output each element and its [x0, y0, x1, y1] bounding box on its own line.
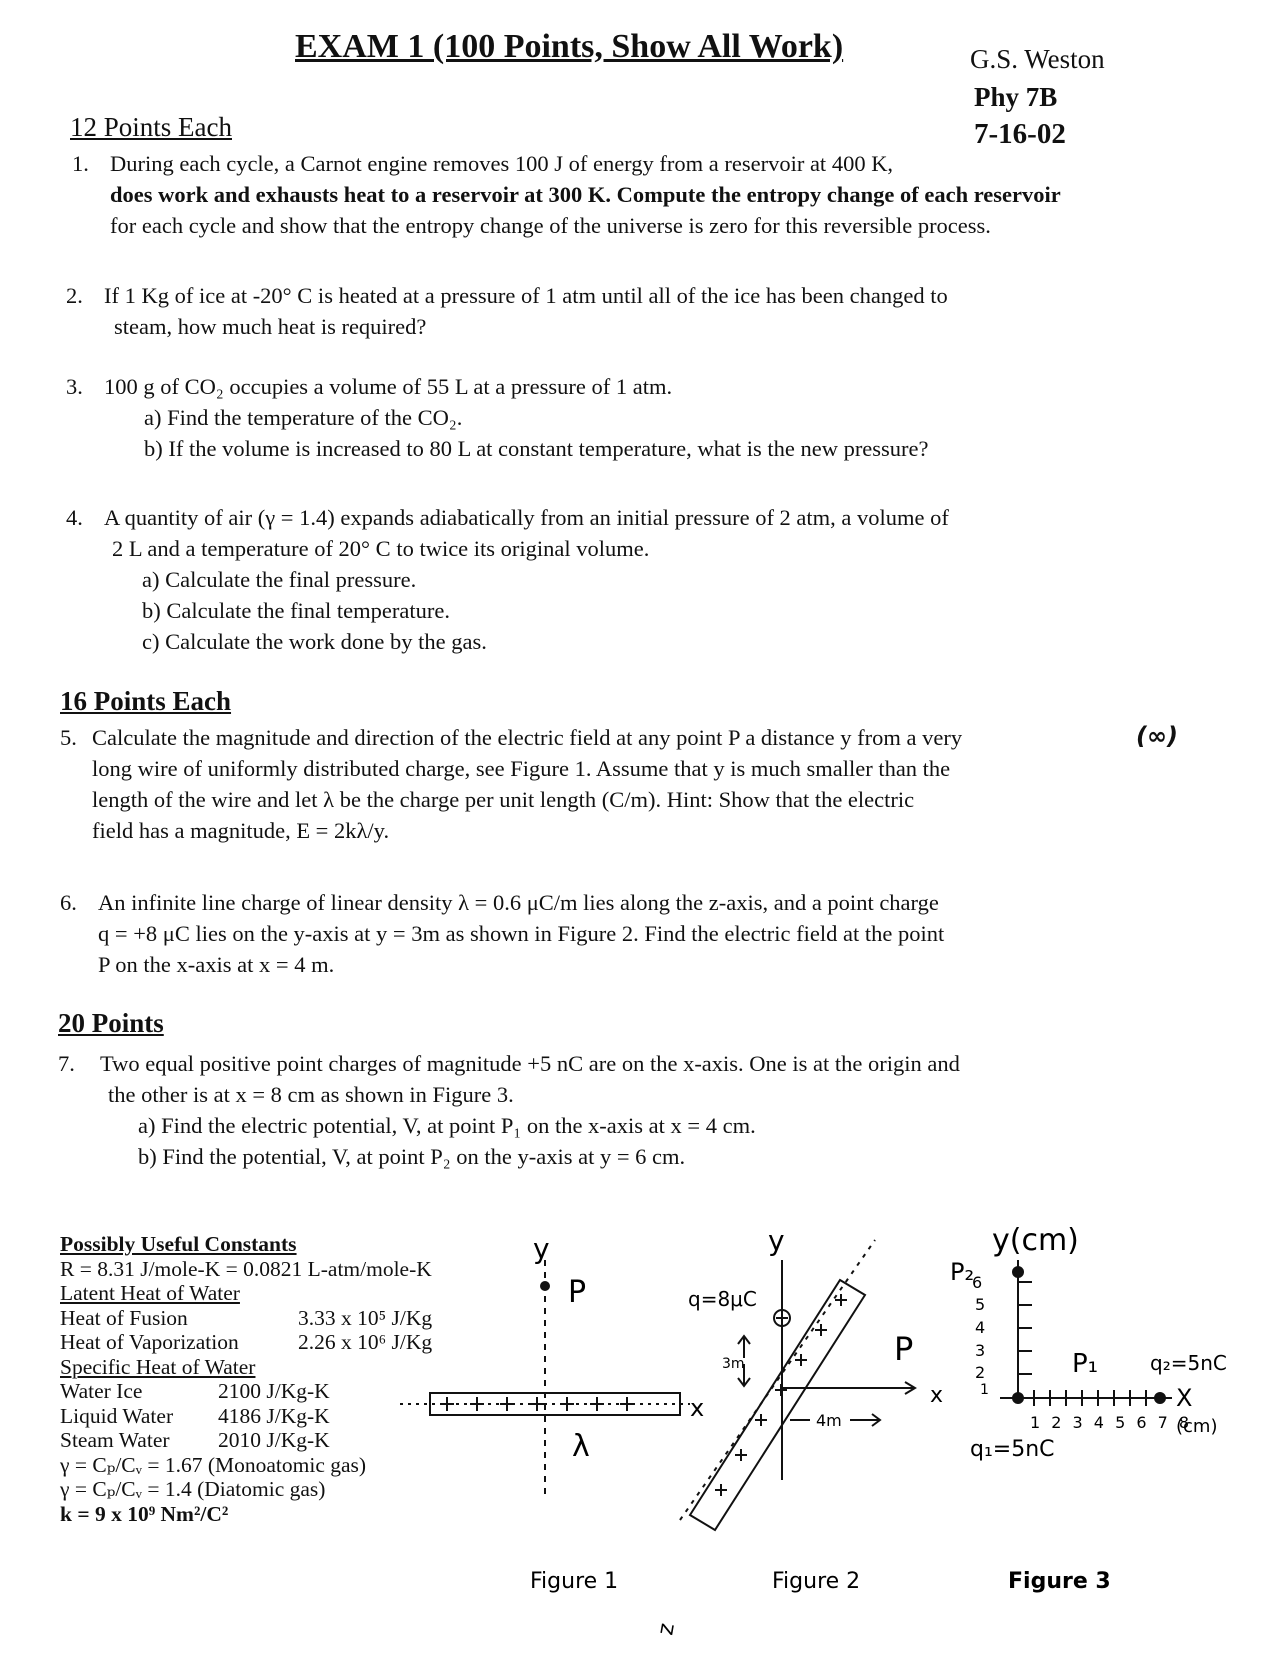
fig3-p1-label: P₁: [1072, 1349, 1099, 1379]
specific-heat-row: Steam Water 2010 J/Kg-K: [60, 1428, 330, 1452]
constants-title: Possibly Useful Constants: [60, 1232, 297, 1256]
fig3-x-ticks-label: 1 2 3 4 5 6 7 8: [1030, 1413, 1193, 1432]
question-part: c) Calculate the work done by the gas.: [142, 629, 487, 654]
fig3-point-p2: [1013, 1267, 1023, 1277]
specific-heat-row: Water Ice 2100 J/Kg-K: [60, 1379, 330, 1403]
fig2-caption: Figure 2: [772, 1569, 861, 1594]
question-line: the other is at x = 8 cm as shown in Figure 3.: [108, 1082, 514, 1107]
fig2-q-label: q=8μC: [688, 1287, 757, 1311]
question-line: field has a magnitude, E = 2kλ/y.: [92, 818, 390, 843]
question-number: 5.: [60, 725, 77, 750]
section-heading-20-points: 20 Points: [58, 1008, 164, 1038]
question-number: 7.: [58, 1051, 75, 1076]
question-line: q = +8 μC lies on the y-axis at y = 3m as shown in Figure 2. Find the electric field at the point: [98, 921, 945, 946]
figures-area: [0, 1220, 1280, 1656]
coulomb-constant: k = 9 x 10⁹ Nm²/C²: [60, 1501, 229, 1526]
fig3-q1-label: q₁=5nC: [970, 1437, 1055, 1462]
question-line: P on the x-axis at x = 4 m.: [98, 952, 335, 977]
fig3-y-tick-4: 4: [975, 1318, 986, 1337]
question-3: [66, 371, 929, 464]
fig3-y-label: y(cm): [992, 1223, 1079, 1258]
fig1-y-label: y: [533, 1232, 550, 1265]
fig1-plus-charges: [440, 1397, 634, 1411]
infinity-annotation: (∞): [1136, 722, 1178, 750]
gamma-monoatomic: γ = Cₚ/Cᵥ = 1.67 (Monoatomic gas): [60, 1452, 367, 1477]
section-heading-12-points: 12 Points Each: [70, 112, 232, 142]
question-part: b) If the volume is increased to 80 L at constant temperature, what is the new pressure?: [144, 436, 929, 461]
fig2-z-label: z: [653, 1621, 680, 1638]
gas-constant: R = 8.31 J/mole-K = 0.0821 L-atm/mole-K: [60, 1256, 432, 1281]
fig3-y-tick-3: 3: [975, 1341, 986, 1360]
question-line: If 1 Kg of ice at -20° C is heated at a pressure of 1 atm until all of the ice has been changed to: [104, 283, 948, 308]
question-line: 100 g of CO₂ occupies a volume of 55 L at a pressure of 1 atm.: [104, 374, 673, 399]
question-line: An infinite line charge of linear density λ = 0.6 μC/m lies along the z-axis, and a point charge: [98, 890, 939, 915]
question-line: long wire of uniformly distributed charge, see Figure 1. Assume that y is much smaller than the: [92, 756, 951, 781]
latent-heat-row: Heat of Fusion 3.33 x 10⁵ J/Kg: [60, 1305, 433, 1330]
question-number: 4.: [66, 505, 83, 530]
fig2-z-axis: [680, 1240, 875, 1520]
question-6: [60, 887, 945, 980]
fig2-y-label: y: [768, 1224, 785, 1257]
question-1: [72, 148, 1061, 241]
fig3-p2-label: P₂: [950, 1258, 975, 1286]
fig3-x-label: X: [1176, 1384, 1193, 1412]
fig1-caption: Figure 1: [530, 1569, 619, 1594]
fig3-caption: Figure 3: [1008, 1569, 1111, 1594]
fig3-q2-label: q₂=5nC: [1150, 1351, 1227, 1375]
fig2-3m-arrow-up: [738, 1336, 750, 1358]
fig3-x-unit: (cm): [1176, 1416, 1218, 1437]
specific-heat-row: Liquid Water 4186 J/Kg-K: [60, 1403, 330, 1428]
question-7: [58, 1048, 960, 1172]
question-line: for each cycle and show that the entropy change of the universe is zero for this reversible process.: [110, 213, 991, 238]
question-line: Two equal positive point charges of magnitude +5 nC are on the x-axis. One is at the origin and: [100, 1051, 960, 1076]
fig3-y-tick-6: 6: [972, 1273, 983, 1292]
question-part: a) Calculate the final pressure.: [142, 567, 417, 592]
question-line: Calculate the magnitude and direction of the electric field at any point P a distance y from a very: [92, 725, 963, 750]
question-part: b) Calculate the final temperature.: [142, 598, 450, 623]
question-number: 2.: [66, 283, 83, 308]
question-line: 2 L and a temperature of 20° C to twice its original volume.: [112, 536, 650, 561]
fig2-3m-label: 3m: [722, 1356, 745, 1372]
question-line: does work and exhausts heat to a reservoir at 300 K. Compute the entropy change of each reservoir: [110, 182, 1061, 207]
question-part: a) Find the temperature of the CO₂.: [144, 405, 463, 430]
question-part: b) Find the potential, V, at point P₂ on the y-axis at y = 6 cm.: [138, 1144, 686, 1169]
question-line: A quantity of air (γ = 1.4) expands adiabatically from an initial pressure of 2 atm, a volume of: [104, 505, 949, 530]
question-line: length of the wire and let λ be the charge per unit length (C/m). Hint: Show that the electric: [92, 787, 915, 812]
author-name: G.S. Weston: [970, 44, 1105, 74]
exam-date: 7-16-02: [974, 118, 1066, 150]
fig2-p-label: P: [894, 1330, 914, 1368]
question-line: steam, how much heat is required?: [114, 314, 427, 339]
question-4: [66, 502, 949, 657]
fig1-p-label: P: [568, 1275, 587, 1310]
latent-heat-row: Heat of Vaporization 2.26 x 10⁶ J/Kg: [60, 1330, 433, 1354]
fig2-x-label: x: [930, 1383, 944, 1408]
fig3-y-tick-1: 1: [980, 1382, 989, 1398]
question-5: [60, 722, 963, 846]
fig2-4m-label: 4m: [816, 1411, 842, 1430]
latent-heat-title: Latent Heat of Water: [60, 1281, 240, 1305]
exam-title: EXAM 1 (100 Points, Show All Work): [295, 28, 844, 65]
fig3-y-tick-5: 5: [975, 1295, 986, 1314]
specific-heat-title: Specific Heat of Water: [60, 1354, 256, 1379]
fig1-lambda-label: λ: [572, 1429, 590, 1464]
question-2: [66, 280, 948, 342]
fig3-y-ticks: [1018, 1282, 1032, 1374]
fig3-charge-q2: [1155, 1393, 1165, 1403]
question-number: 6.: [60, 890, 77, 915]
fig1-x-label: x: [690, 1394, 705, 1422]
question-line: During each cycle, a Carnot engine removes 100 J of energy from a reservoir at 400 K,: [110, 151, 894, 176]
fig1-point-p: [541, 1282, 549, 1290]
fig3-y-tick-2: 2: [975, 1363, 986, 1382]
question-part: a) Find the electric potential, V, at point P₁ on the x-axis at x = 4 cm.: [138, 1113, 756, 1138]
section-heading-16-points: 16 Points Each: [60, 686, 232, 716]
course-code: Phy 7B: [974, 82, 1058, 112]
question-number: 3.: [66, 374, 83, 399]
question-number: 1.: [72, 151, 89, 176]
fig3-charge-q1: [1013, 1393, 1023, 1403]
gamma-diatomic: γ = Cₚ/Cᵥ = 1.4 (Diatomic gas): [60, 1477, 326, 1501]
